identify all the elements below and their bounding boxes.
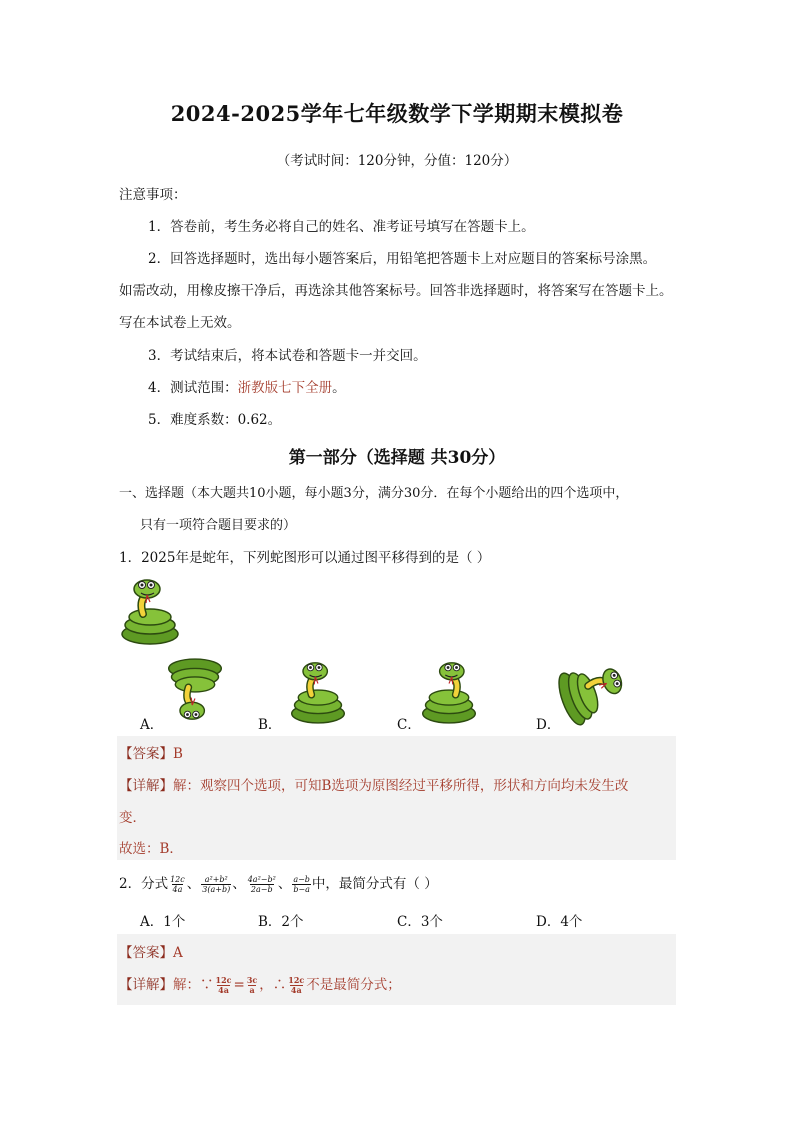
snake-option-d-image [556, 656, 632, 726]
q1-option-d[interactable]: D． [536, 717, 561, 733]
fraction-denominator: 4a [218, 985, 229, 995]
q1-detail-label: 【详解】 [119, 778, 173, 794]
q2-option-d[interactable]: D．4个 [536, 914, 583, 930]
snake-original-image [117, 574, 183, 646]
q2-detail-text-1: 解：∵ [173, 977, 214, 993]
question-2-stem [119, 872, 438, 896]
q2-detail-label: 【详解】 [119, 977, 173, 993]
fraction-denominator: 4a [290, 985, 302, 995]
note-item-1: 1．答卷前，考生务必将自己的姓名、准考证号填写在答题卡上。 [148, 219, 535, 235]
q1-option-c[interactable]: C． [397, 717, 421, 733]
q2-detail-line [119, 972, 401, 998]
separator: 、 [186, 876, 201, 892]
q2-fraction-2 [201, 875, 231, 894]
fraction-numerator: 12c [215, 975, 232, 985]
note-item-4 [148, 376, 346, 396]
q2-detail-fraction-1 [215, 976, 233, 995]
q2-detail-text-3: 不是最简分式； [306, 977, 401, 993]
fraction-numerator: a²+b² [204, 875, 228, 884]
note-item-2-line-3: 写在本试卷上无效。 [119, 315, 241, 331]
snake-option-c-image [418, 656, 480, 726]
q1-detail-text: 解：观察四个选项，可知B选项为原图经过平移所得，形状和方向均未发生改 [173, 778, 629, 794]
q2-answer [119, 941, 183, 961]
q2-option-b[interactable]: B．2个 [258, 914, 304, 930]
section-intro-line-2: 只有一项符合题目要求的） [140, 518, 297, 533]
fraction-numerator: a−b [293, 875, 310, 884]
separator: 、 [232, 876, 246, 892]
q1-answer-box [117, 736, 676, 860]
q2-option-a[interactable]: A．1个 [140, 914, 186, 930]
q2-stem-prefix: 2．分式 [119, 876, 169, 892]
note-item-3: 3．考试结束后，将本试卷和答题卡一并交回。 [148, 348, 427, 364]
q2-answer-label: 【答案】 [119, 945, 173, 961]
q2-detail-fraction-2 [246, 976, 258, 995]
fraction-numerator: 12c [288, 975, 305, 985]
note-item-2-line-1: 2．回答选择题时，选出每小题答案后，用铅笔把答题卡上对应题目的答案标号涂黑。 [148, 251, 657, 267]
q1-detail-line-2: 变． [119, 810, 146, 826]
fraction-numerator: 3c [246, 975, 258, 985]
question-1-stem: 1．2025年是蛇年，下列蛇图形可以通过图平移得到的是（ ） [119, 550, 491, 566]
q2-fraction-3 [247, 875, 277, 894]
q1-answer [119, 742, 183, 762]
note-item-2-line-2: 如需改动，用橡皮擦干净后，再选涂其他答案标号。回答非选择题时，将答案写在答题卡上。 [119, 283, 673, 299]
note-item-5: 5．难度系数：0.62。 [148, 412, 282, 428]
q1-option-a[interactable]: A． [140, 717, 164, 733]
q2-fraction-4 [292, 875, 311, 894]
q2-stem-suffix: 中，最简分式有（ ） [311, 876, 438, 892]
note-item-4-prefix: 4．测试范围： [148, 380, 238, 396]
q1-option-b[interactable]: B． [258, 717, 282, 733]
test-range: 浙教版七下全册 [237, 380, 333, 396]
fraction-denominator: a [249, 985, 255, 995]
snake-option-b-image [287, 656, 349, 726]
exam-info: （考试时间：120分钟，分值：120分） [276, 153, 518, 169]
q1-detail-line-1 [119, 774, 628, 794]
notes-heading: 注意事项： [119, 187, 187, 203]
section-intro-line-1: 一、选择题（本大题共10小题，每小题3分，满分30分．在每个小题给出的四个选项中， [119, 486, 629, 501]
page-title: 2024-2025学年七年级数学下学期期末模拟卷 [170, 101, 624, 126]
q2-answer-value: A [173, 945, 183, 961]
separator: 、 [277, 876, 292, 892]
q1-conclusion: 故选：B． [119, 841, 183, 857]
fraction-denominator: 4a [172, 885, 183, 894]
equals-sign: = [233, 977, 245, 993]
q2-option-c[interactable]: C．3个 [397, 914, 443, 930]
fraction-denominator: 3(a+b) [202, 885, 231, 894]
section-title: 第一部分（选择题 共30分） [288, 448, 506, 468]
q1-answer-label: 【答案】 [119, 746, 173, 762]
q2-fraction-1 [169, 875, 186, 894]
q2-detail-text-2: ，∴ [259, 977, 287, 993]
q1-answer-value: B [173, 746, 183, 762]
fraction-denominator: b−a [293, 885, 310, 894]
snake-option-a-image [164, 656, 226, 726]
fraction-numerator: 4a²−b² [247, 875, 276, 884]
note-item-4-suffix: 。 [332, 380, 346, 396]
fraction-numerator: 12c [170, 875, 185, 884]
q2-detail-fraction-3 [287, 976, 305, 995]
fraction-denominator: 2a−b [250, 885, 273, 894]
